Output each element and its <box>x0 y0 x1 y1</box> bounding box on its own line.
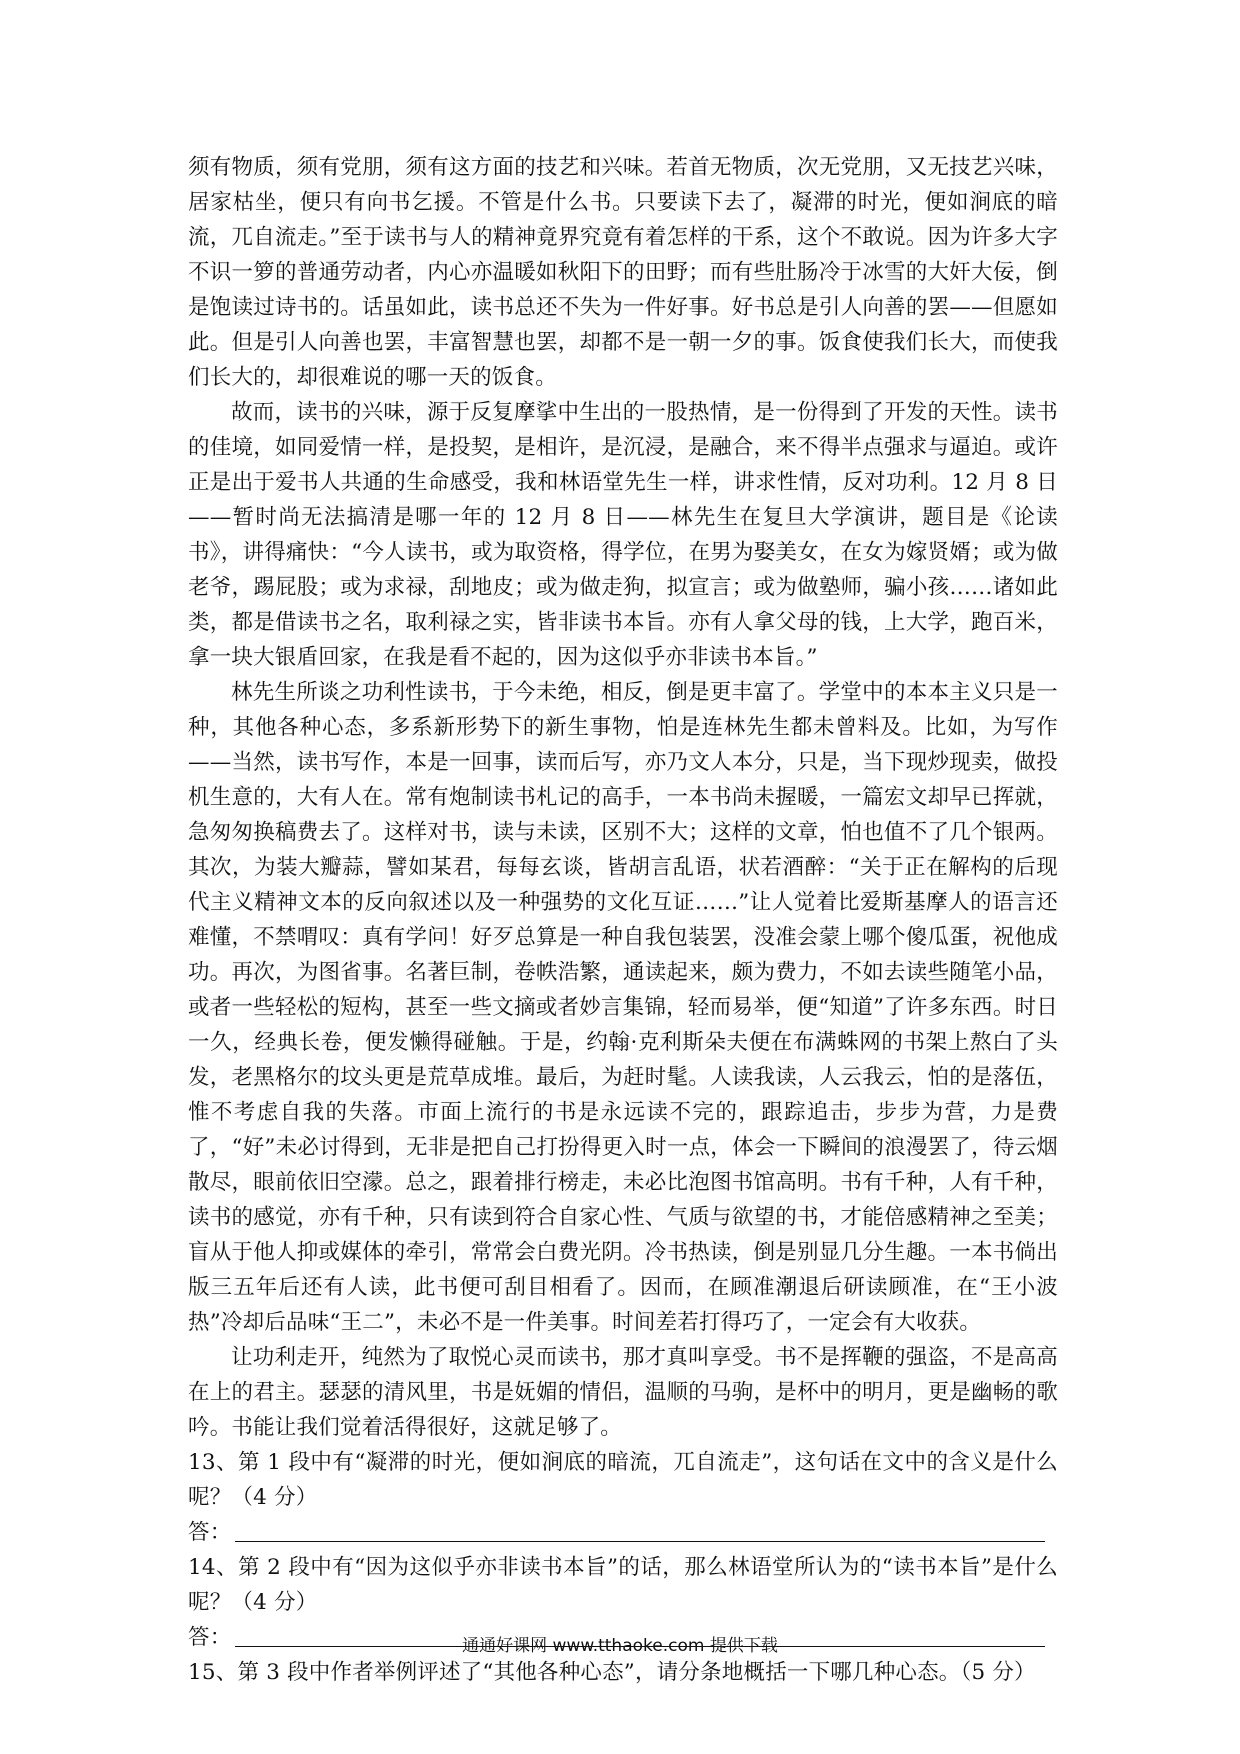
paragraph-1: 须有物质，须有党朋，须有这方面的技艺和兴味。若首无物质，次无党朋，又无技艺兴味，居家枯坐，便只有向书乞援。不管是什么书。只要读下去了，凝滞的时光，便如涧底的暗流，兀自流走。”至于读书与人的精神竟界究竟有着怎样的干系，这个不敢说。因为许多大字不识一箩的普通劳动者，内心亦温暖如秋阳下的田野；而有些肚肠冷于冰雪的大奸大佞，倒是饱读过诗书的。话虽如此，读书总还不失为一件好事。好书总是引人向善的罢——但愿如此。但是引人向善也罢，丰富智慧也罢，却都不是一朝一夕的事。饭食使我们长大，而使我们长大的，却很难说的哪一天的饭食。 <box>188 155 1058 390</box>
question-15: 15、第 3 段中作者举例评述了“其他各种心态”，请分条地概括一下哪几种心态。（5 分） <box>188 1660 1036 1685</box>
question-13: 13、第 1 段中有“凝滞的时光，便如涧底的暗流，兀自流走”，这句话在文中的含义是什么呢？（4 分） <box>188 1450 1058 1510</box>
page-footer: 通通好课网 www.tthaoke.com 提供下载 <box>462 1636 778 1656</box>
answer-13[interactable] <box>188 1515 1058 1550</box>
answer-14-label: 答： <box>188 1625 232 1650</box>
answer-13-line <box>235 1541 1045 1542</box>
question-14: 14、第 2 段中有“因为这似乎亦非读书本旨”的话，那么林语堂所认为的“读书本旨”是什么呢？（4 分） <box>188 1555 1058 1615</box>
paragraph-4: 让功利走开，纯然为了取悦心灵而读书，那才真叫享受。书不是挥鞭的强盗，不是高高在上的君主。瑟瑟的清风里，书是妩媚的情侣，温顺的马驹，是杯中的明月，更是幽畅的歌吟。书能让我们觉着活得很好，这就足够了。 <box>188 1345 1058 1440</box>
answer-13-label: 答： <box>188 1520 232 1545</box>
paragraph-3: 林先生所谈之功利性读书，于今未绝，相反，倒是更丰富了。学堂中的本本主义只是一种，其他各种心态，多系新形势下的新生事物，怕是连林先生都未曾料及。比如，为写作——当然，读书写作，本是一回事，读而后写，亦乃文人本分，只是，当下现炒现卖，做投机生意的，大有人在。常有炮制读书札记的高手，一本书尚未握暖，一篇宏文却早已挥就，急匆匆换稿费去了。这样对书，读与未读，区别不大；这样的文章，怕也值不了几个银两。其次，为装大瓣蒜，譬如某君，每每玄谈，皆胡言乱语，状若酒醉：“关于正在解构的后现代主义精神文本的反向叙述以及一种强势的文化互证……”让人觉着比爱斯基摩人的语言还难懂，不禁喟叹：真有学问！好歹总算是一种自我包装罢，没准会蒙上哪个傻瓜蛋，祝他成功。再次，为图省事。名著巨制，卷帙浩繁，通读起来，颇为费力，不如去读些随笔小品，或者一些轻松的短构，甚至一些文摘或者妙言集锦，轻而易举，便“知道”了许多东西。时日一久，经典长卷，便发懒得碰触。于是，约翰·克利斯朵夫便在布满蛛网的书架上熬白了头发，老黑格尔的坟头更是荒草成堆。最后，为赶时髦。人读我读，人云我云，怕的是落伍，惟不考虑自我的失落。市面上流行的书是永远读不完的，跟踪追击，步步为营，力是费了，“好”未必讨得到，无非是把自己打扮得更入时一点，体会一下瞬间的浪漫罢了，待云烟散尽，眼前依旧空濛。总之，跟着排行榜走，未必比泡图书馆高明。书有千种，人有千种，读书的感觉，亦有千种，只有读到符合自家心性、气质与欲望的书，才能倍感精神之至美；盲从于他人抑或媒体的牵引，常常会白费光阴。冷书热读，倒是别显几分生趣。一本书倘出版三五年后还有人读，此书便可刮目相看了。因而，在顾准潮退后研读顾准，在“王小波热”冷却后品味“王二”，未必不是一件美事。时间差若打得巧了，一定会有大收获。 <box>188 680 1058 1335</box>
paragraph-2: 故而，读书的兴味，源于反复摩挲中生出的一股热情，是一份得到了开发的天性。读书的佳境，如同爱情一样，是投契，是相许，是沉浸，是融合，来不得半点强求与逼迫。或许正是出于爱书人共通的生命感受，我和林语堂先生一样，讲求性情，反对功利。12 月 8 日——暂时尚无法搞清是哪一年的 12 月 8 日——林先生在复旦大学演讲，题目是《论读书》，讲得痛快：“今人读书，或为取资格，得学位，在男为娶美女，在女为嫁贤婿；或为做老爷，踢屁股；或为求禄，刮地皮；或为做走狗，拟宣言；或为做塾师，骗小孩……诸如此类，都是借读书之名，取利禄之实，皆非读书本旨。亦有人拿父母的钱，上大学，跑百米，拿一块大银盾回家，在我是看不起的，因为这似乎亦非读书本旨。” <box>188 400 1058 670</box>
document-body <box>188 150 1058 1690</box>
